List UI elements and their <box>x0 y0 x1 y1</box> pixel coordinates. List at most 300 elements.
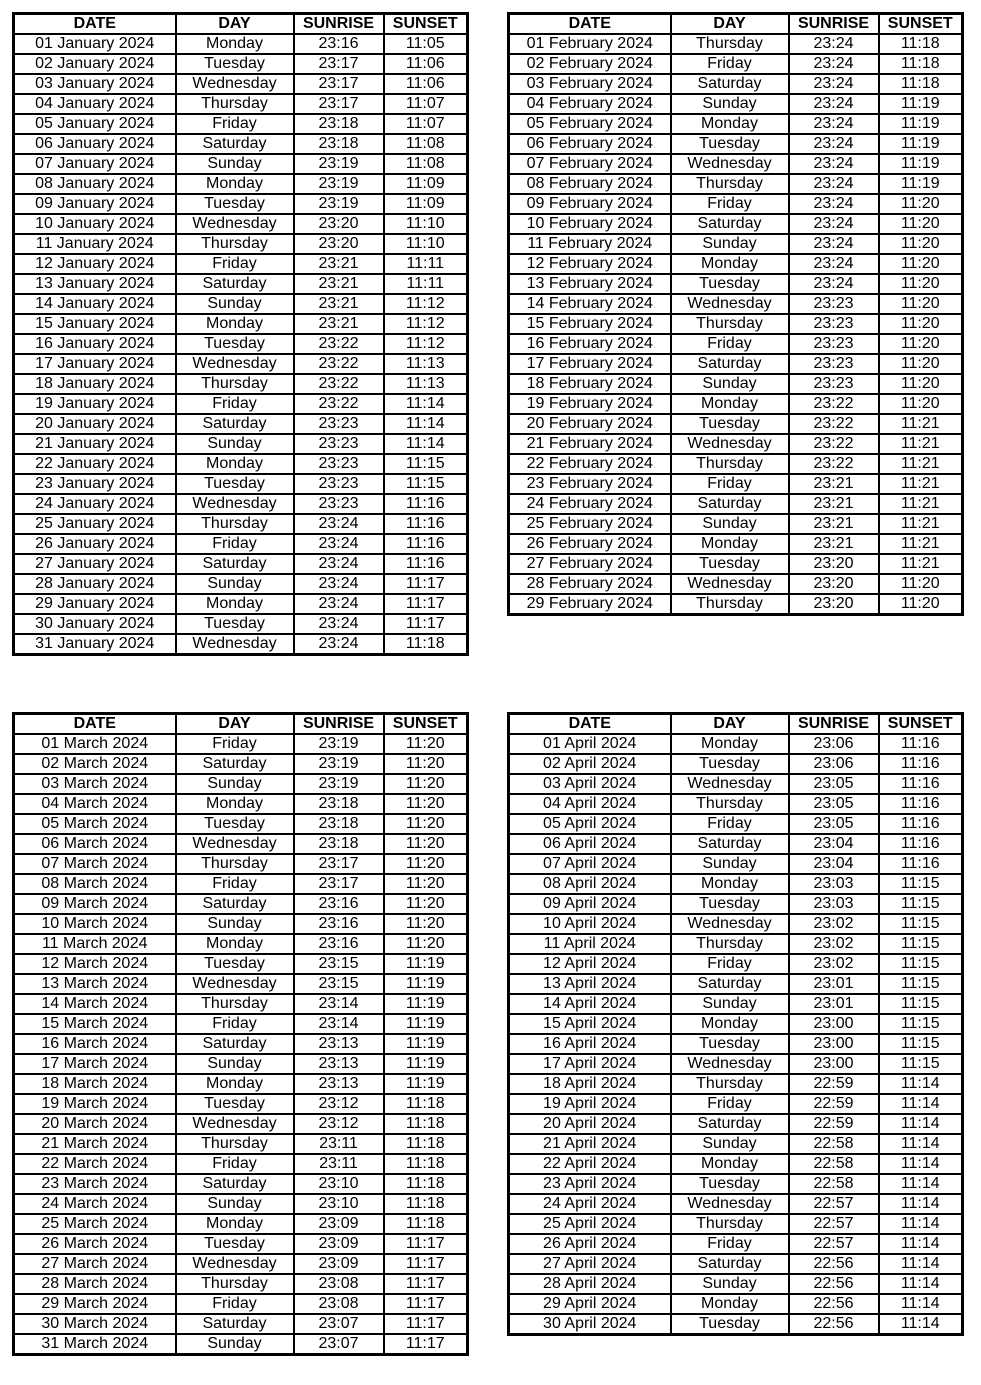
table-row <box>14 1154 468 1174</box>
table-row <box>509 754 963 774</box>
table-row <box>14 574 468 594</box>
date-cell: 07 March 2024 <box>14 854 176 874</box>
sunset-cell: 11:20 <box>879 214 963 234</box>
day-cell: Wednesday <box>671 294 789 314</box>
sunrise-cell: 23:19 <box>294 194 384 214</box>
table-row <box>14 834 468 854</box>
sunrise-cell: 22:57 <box>789 1234 879 1254</box>
date-cell: 25 February 2024 <box>509 514 671 534</box>
header-sunrise: SUNRISE <box>789 14 879 35</box>
sunset-cell: 11:12 <box>384 294 468 314</box>
date-cell: 10 February 2024 <box>509 214 671 234</box>
sunset-cell: 11:18 <box>879 34 963 54</box>
date-cell: 16 March 2024 <box>14 1034 176 1054</box>
day-cell: Sunday <box>671 234 789 254</box>
table-row <box>509 374 963 394</box>
day-cell: Friday <box>671 54 789 74</box>
day-cell: Saturday <box>671 1114 789 1134</box>
date-cell: 18 January 2024 <box>14 374 176 394</box>
date-cell: 27 March 2024 <box>14 1254 176 1274</box>
sunrise-cell: 23:23 <box>294 474 384 494</box>
table-row <box>509 314 963 334</box>
sunrise-cell: 23:22 <box>789 414 879 434</box>
table-row <box>509 774 963 794</box>
table-row <box>509 74 963 94</box>
date-cell: 25 April 2024 <box>509 1214 671 1234</box>
sunset-cell: 11:17 <box>384 1254 468 1274</box>
sunset-cell: 11:18 <box>384 1094 468 1114</box>
day-cell: Tuesday <box>671 1314 789 1335</box>
day-cell: Saturday <box>176 414 294 434</box>
sunset-cell: 11:20 <box>879 254 963 274</box>
day-cell: Friday <box>671 954 789 974</box>
day-cell: Sunday <box>671 854 789 874</box>
table-row <box>14 314 468 334</box>
sunset-cell: 11:17 <box>384 1314 468 1334</box>
date-cell: 09 February 2024 <box>509 194 671 214</box>
date-cell: 20 February 2024 <box>509 414 671 434</box>
table-row <box>509 574 963 594</box>
sunrise-cell: 23:17 <box>294 94 384 114</box>
day-cell: Wednesday <box>671 1194 789 1214</box>
sunset-cell: 11:14 <box>879 1234 963 1254</box>
day-cell: Friday <box>176 734 294 754</box>
table-row <box>14 174 468 194</box>
sunset-cell: 11:19 <box>384 1034 468 1054</box>
sunrise-cell: 23:23 <box>294 494 384 514</box>
date-cell: 02 January 2024 <box>14 54 176 74</box>
day-cell: Monday <box>176 794 294 814</box>
sunrise-cell: 23:10 <box>294 1194 384 1214</box>
sunset-cell: 11:15 <box>879 874 963 894</box>
sunrise-cell: 23:23 <box>294 414 384 434</box>
sunrise-cell: 22:56 <box>789 1254 879 1274</box>
sunset-cell: 11:07 <box>384 114 468 134</box>
date-cell: 19 January 2024 <box>14 394 176 414</box>
sunset-cell: 11:18 <box>384 1214 468 1234</box>
sunrise-cell: 23:20 <box>789 594 879 615</box>
table-row <box>14 1214 468 1234</box>
date-cell: 13 April 2024 <box>509 974 671 994</box>
day-cell: Monday <box>176 314 294 334</box>
day-cell: Friday <box>671 334 789 354</box>
date-cell: 15 March 2024 <box>14 1014 176 1034</box>
sunrise-cell: 23:17 <box>294 874 384 894</box>
date-cell: 14 April 2024 <box>509 994 671 1014</box>
sunset-cell: 11:05 <box>384 34 468 54</box>
sunrise-cell: 23:22 <box>789 454 879 474</box>
sunset-cell: 11:20 <box>879 294 963 314</box>
sunrise-cell: 23:17 <box>294 74 384 94</box>
table-row <box>14 1134 468 1154</box>
date-cell: 29 January 2024 <box>14 594 176 614</box>
date-cell: 27 February 2024 <box>509 554 671 574</box>
table-row <box>14 774 468 794</box>
sunset-cell: 11:10 <box>384 234 468 254</box>
date-cell: 12 April 2024 <box>509 954 671 974</box>
sunset-cell: 11:15 <box>879 934 963 954</box>
date-cell: 09 March 2024 <box>14 894 176 914</box>
sunset-cell: 11:18 <box>384 1154 468 1174</box>
day-cell: Thursday <box>176 234 294 254</box>
table-row <box>14 854 468 874</box>
table-row <box>14 374 468 394</box>
date-cell: 18 February 2024 <box>509 374 671 394</box>
sunset-cell: 11:19 <box>384 974 468 994</box>
table-row <box>14 1014 468 1034</box>
day-cell: Sunday <box>671 994 789 1014</box>
day-cell: Tuesday <box>671 414 789 434</box>
sunset-cell: 11:15 <box>879 894 963 914</box>
sunrise-cell: 23:12 <box>294 1114 384 1134</box>
sunrise-cell: 23:24 <box>294 594 384 614</box>
sunset-cell: 11:17 <box>384 1334 468 1355</box>
sunset-cell: 11:21 <box>879 514 963 534</box>
date-cell: 04 April 2024 <box>509 794 671 814</box>
table-row <box>509 1314 963 1335</box>
sunset-cell: 11:18 <box>879 74 963 94</box>
table-row <box>14 134 468 154</box>
header-row <box>509 14 963 35</box>
sunrise-cell: 23:17 <box>294 854 384 874</box>
date-cell: 05 April 2024 <box>509 814 671 834</box>
day-cell: Wednesday <box>671 574 789 594</box>
sunset-cell: 11:20 <box>384 934 468 954</box>
table-row <box>509 254 963 274</box>
sunset-cell: 11:19 <box>879 134 963 154</box>
date-cell: 03 April 2024 <box>509 774 671 794</box>
day-cell: Wednesday <box>176 74 294 94</box>
table-row <box>14 734 468 754</box>
table-row <box>509 1054 963 1074</box>
date-cell: 14 February 2024 <box>509 294 671 314</box>
header-day: DAY <box>671 714 789 735</box>
sunset-cell: 11:20 <box>879 594 963 615</box>
table-row <box>509 1214 963 1234</box>
sunrise-cell: 23:05 <box>789 814 879 834</box>
february-sun-table <box>507 12 964 616</box>
date-cell: 01 March 2024 <box>14 734 176 754</box>
table-row <box>509 334 963 354</box>
table-row <box>509 1014 963 1034</box>
table-row <box>14 1234 468 1254</box>
day-cell: Friday <box>671 814 789 834</box>
date-cell: 19 February 2024 <box>509 394 671 414</box>
date-cell: 17 April 2024 <box>509 1054 671 1074</box>
sunrise-cell: 23:02 <box>789 954 879 974</box>
day-cell: Saturday <box>671 494 789 514</box>
sunrise-cell: 23:24 <box>789 114 879 134</box>
date-cell: 21 March 2024 <box>14 1134 176 1154</box>
date-cell: 15 April 2024 <box>509 1014 671 1034</box>
day-cell: Tuesday <box>671 274 789 294</box>
sunrise-cell: 23:18 <box>294 814 384 834</box>
table-row <box>509 294 963 314</box>
sunrise-cell: 23:19 <box>294 174 384 194</box>
table-row <box>509 214 963 234</box>
table-row <box>14 354 468 374</box>
sunset-cell: 11:18 <box>384 1134 468 1154</box>
table-row <box>14 514 468 534</box>
day-cell: Saturday <box>671 214 789 234</box>
table-row <box>14 1274 468 1294</box>
day-cell: Friday <box>176 874 294 894</box>
sunrise-cell: 22:59 <box>789 1074 879 1094</box>
table-row <box>14 554 468 574</box>
table-row <box>509 894 963 914</box>
sunrise-cell: 23:24 <box>789 94 879 114</box>
header-row <box>14 714 468 735</box>
header-sunrise: SUNRISE <box>789 714 879 735</box>
day-cell: Thursday <box>671 1074 789 1094</box>
table-row <box>14 594 468 614</box>
sunrise-cell: 23:20 <box>789 574 879 594</box>
sunset-cell: 11:14 <box>879 1274 963 1294</box>
table-row <box>509 474 963 494</box>
table-row <box>14 274 468 294</box>
header-date: DATE <box>509 714 671 735</box>
day-cell: Friday <box>671 474 789 494</box>
day-cell: Monday <box>176 174 294 194</box>
sunrise-cell: 23:24 <box>789 214 879 234</box>
day-cell: Sunday <box>176 154 294 174</box>
date-cell: 26 March 2024 <box>14 1234 176 1254</box>
sunset-cell: 11:20 <box>384 874 468 894</box>
sunset-cell: 11:18 <box>879 54 963 74</box>
sunrise-cell: 23:19 <box>294 154 384 174</box>
date-cell: 23 April 2024 <box>509 1174 671 1194</box>
sunset-cell: 11:19 <box>384 1014 468 1034</box>
day-cell: Tuesday <box>176 54 294 74</box>
sunrise-cell: 23:21 <box>294 294 384 314</box>
date-cell: 24 January 2024 <box>14 494 176 514</box>
sunrise-cell: 23:19 <box>294 734 384 754</box>
sunrise-cell: 23:15 <box>294 974 384 994</box>
sunrise-cell: 23:20 <box>789 554 879 574</box>
sunset-cell: 11:20 <box>384 814 468 834</box>
date-cell: 19 April 2024 <box>509 1094 671 1114</box>
sunrise-cell: 23:24 <box>789 154 879 174</box>
table-row <box>14 1334 468 1355</box>
date-cell: 11 April 2024 <box>509 934 671 954</box>
day-cell: Tuesday <box>176 474 294 494</box>
table-row <box>509 994 963 1014</box>
sunrise-cell: 22:58 <box>789 1134 879 1154</box>
sunset-cell: 11:20 <box>384 854 468 874</box>
date-cell: 10 April 2024 <box>509 914 671 934</box>
sunset-cell: 11:17 <box>384 574 468 594</box>
sunrise-cell: 23:24 <box>789 34 879 54</box>
sunset-cell: 11:08 <box>384 154 468 174</box>
table-row <box>509 494 963 514</box>
sunset-cell: 11:07 <box>384 94 468 114</box>
sunset-cell: 11:14 <box>384 394 468 414</box>
table-row <box>14 534 468 554</box>
table-row <box>509 734 963 754</box>
table-row <box>509 874 963 894</box>
day-cell: Wednesday <box>176 634 294 655</box>
header-day: DAY <box>176 714 294 735</box>
date-cell: 06 March 2024 <box>14 834 176 854</box>
sunset-cell: 11:15 <box>384 474 468 494</box>
sunrise-cell: 23:08 <box>294 1294 384 1314</box>
date-cell: 04 February 2024 <box>509 94 671 114</box>
sunrise-cell: 23:21 <box>789 514 879 534</box>
day-cell: Thursday <box>671 594 789 615</box>
day-cell: Tuesday <box>176 814 294 834</box>
date-cell: 30 January 2024 <box>14 614 176 634</box>
table-row <box>14 494 468 514</box>
header-row <box>14 14 468 35</box>
day-cell: Tuesday <box>671 554 789 574</box>
day-cell: Wednesday <box>176 494 294 514</box>
sunset-cell: 11:21 <box>879 414 963 434</box>
sunrise-cell: 22:59 <box>789 1094 879 1114</box>
date-cell: 08 March 2024 <box>14 874 176 894</box>
date-cell: 27 April 2024 <box>509 1254 671 1274</box>
sunset-cell: 11:15 <box>879 954 963 974</box>
sunset-cell: 11:18 <box>384 634 468 655</box>
date-cell: 28 April 2024 <box>509 1274 671 1294</box>
april-sun-table <box>507 712 964 1336</box>
table-row <box>14 34 468 54</box>
table-row <box>14 214 468 234</box>
sunset-cell: 11:11 <box>384 274 468 294</box>
sunrise-cell: 23:00 <box>789 1054 879 1074</box>
sunrise-cell: 23:22 <box>789 434 879 454</box>
table-row <box>14 994 468 1014</box>
sunset-cell: 11:15 <box>879 914 963 934</box>
sunset-cell: 11:20 <box>879 274 963 294</box>
date-cell: 13 March 2024 <box>14 974 176 994</box>
day-cell: Thursday <box>671 174 789 194</box>
day-cell: Saturday <box>176 134 294 154</box>
table-row <box>14 754 468 774</box>
table-row <box>509 914 963 934</box>
sunset-cell: 11:20 <box>384 734 468 754</box>
table-row <box>14 1054 468 1074</box>
sunset-cell: 11:16 <box>384 554 468 574</box>
day-cell: Monday <box>671 114 789 134</box>
sunrise-cell: 23:23 <box>789 354 879 374</box>
date-cell: 30 March 2024 <box>14 1314 176 1334</box>
table-row <box>14 454 468 474</box>
day-cell: Sunday <box>176 1054 294 1074</box>
sunset-cell: 11:16 <box>384 494 468 514</box>
sunset-cell: 11:21 <box>879 554 963 574</box>
sunrise-cell: 23:22 <box>294 334 384 354</box>
day-cell: Friday <box>176 1014 294 1034</box>
table-row <box>14 914 468 934</box>
date-cell: 08 January 2024 <box>14 174 176 194</box>
date-cell: 26 February 2024 <box>509 534 671 554</box>
sunset-cell: 11:16 <box>879 754 963 774</box>
sunrise-cell: 23:22 <box>294 394 384 414</box>
sunset-cell: 11:17 <box>384 614 468 634</box>
header-day: DAY <box>176 14 294 35</box>
table-row <box>14 94 468 114</box>
date-cell: 08 April 2024 <box>509 874 671 894</box>
date-cell: 14 January 2024 <box>14 294 176 314</box>
sunrise-cell: 23:07 <box>294 1314 384 1334</box>
table-row <box>509 1174 963 1194</box>
sunrise-cell: 23:21 <box>294 314 384 334</box>
date-cell: 28 February 2024 <box>509 574 671 594</box>
table-row <box>14 874 468 894</box>
date-cell: 21 April 2024 <box>509 1134 671 1154</box>
header-date: DATE <box>509 14 671 35</box>
day-cell: Monday <box>176 1074 294 1094</box>
day-cell: Monday <box>671 1014 789 1034</box>
day-cell: Friday <box>176 394 294 414</box>
sunrise-cell: 23:04 <box>789 834 879 854</box>
day-cell: Friday <box>176 1154 294 1174</box>
table-row <box>14 1314 468 1334</box>
day-cell: Tuesday <box>176 614 294 634</box>
date-cell: 03 January 2024 <box>14 74 176 94</box>
sunrise-cell: 23:22 <box>789 394 879 414</box>
sunset-cell: 11:11 <box>384 254 468 274</box>
sunrise-cell: 23:24 <box>294 514 384 534</box>
march-sun-table <box>12 712 469 1356</box>
sunset-cell: 11:20 <box>879 354 963 374</box>
day-cell: Wednesday <box>671 434 789 454</box>
table-row <box>509 94 963 114</box>
table-row <box>509 1034 963 1054</box>
sunrise-cell: 23:15 <box>294 954 384 974</box>
sunrise-cell: 23:24 <box>789 274 879 294</box>
sunrise-cell: 23:24 <box>789 174 879 194</box>
date-cell: 08 February 2024 <box>509 174 671 194</box>
header-date: DATE <box>14 714 176 735</box>
sunrise-cell: 23:24 <box>294 614 384 634</box>
day-cell: Saturday <box>176 1174 294 1194</box>
table-row <box>509 54 963 74</box>
sunrise-cell: 23:24 <box>294 634 384 655</box>
sunrise-cell: 23:16 <box>294 914 384 934</box>
sunrise-cell: 22:56 <box>789 1274 879 1294</box>
date-cell: 20 January 2024 <box>14 414 176 434</box>
header-sunset: SUNSET <box>384 714 468 735</box>
sunrise-cell: 23:10 <box>294 1174 384 1194</box>
date-cell: 09 January 2024 <box>14 194 176 214</box>
date-cell: 07 April 2024 <box>509 854 671 874</box>
sunrise-cell: 23:13 <box>294 1074 384 1094</box>
sunrise-cell: 23:01 <box>789 994 879 1014</box>
sunset-cell: 11:20 <box>879 314 963 334</box>
sunrise-cell: 23:09 <box>294 1254 384 1274</box>
day-cell: Tuesday <box>671 894 789 914</box>
table-row <box>509 1234 963 1254</box>
sunrise-cell: 23:16 <box>294 34 384 54</box>
sunset-cell: 11:19 <box>384 994 468 1014</box>
sunset-cell: 11:19 <box>879 114 963 134</box>
sunrise-cell: 23:20 <box>294 234 384 254</box>
sunrise-cell: 23:22 <box>294 354 384 374</box>
date-cell: 26 January 2024 <box>14 534 176 554</box>
sunrise-cell: 23:23 <box>789 314 879 334</box>
sunrise-cell: 22:56 <box>789 1294 879 1314</box>
sunrise-cell: 23:03 <box>789 894 879 914</box>
day-cell: Thursday <box>176 854 294 874</box>
day-cell: Saturday <box>176 1314 294 1334</box>
day-cell: Saturday <box>176 274 294 294</box>
sunset-cell: 11:14 <box>879 1094 963 1114</box>
date-cell: 20 March 2024 <box>14 1114 176 1134</box>
date-cell: 28 March 2024 <box>14 1274 176 1294</box>
sunset-cell: 11:16 <box>384 534 468 554</box>
sunset-cell: 11:14 <box>879 1214 963 1234</box>
